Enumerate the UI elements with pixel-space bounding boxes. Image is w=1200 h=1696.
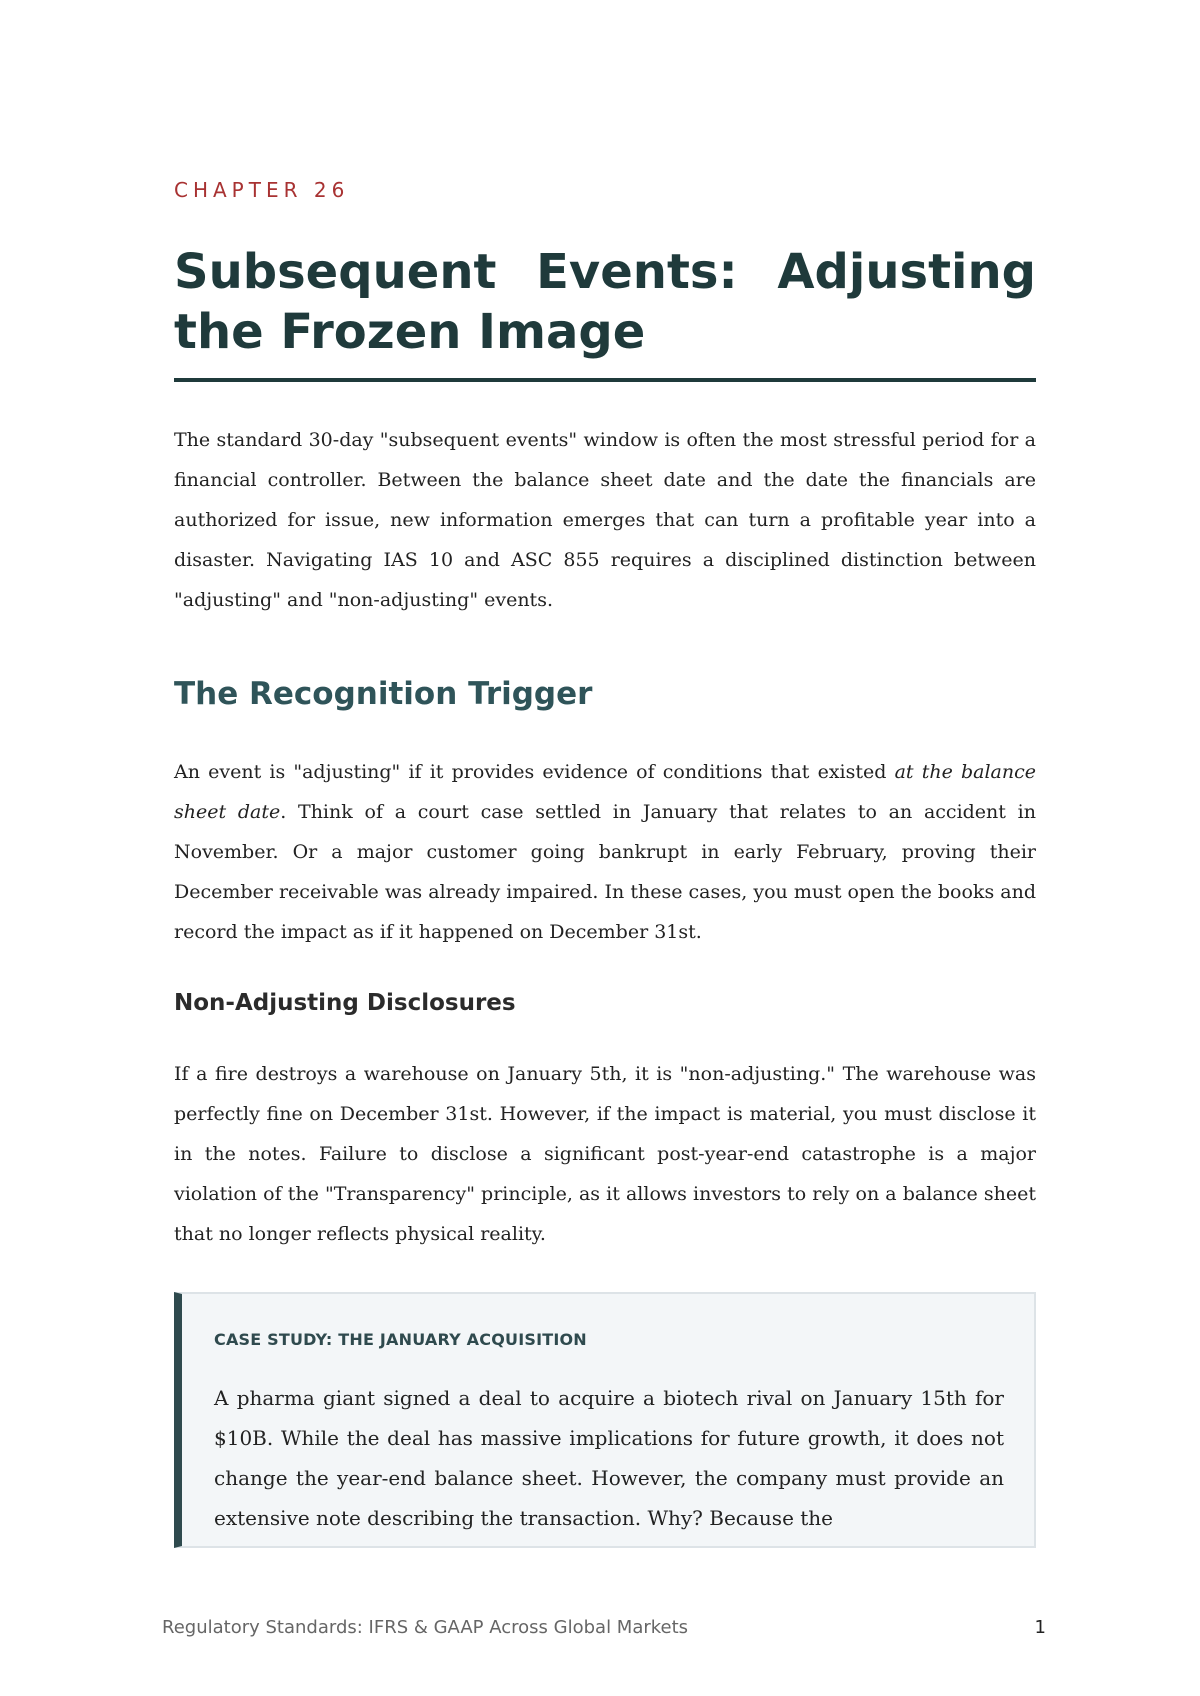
- recognition-text-after: . Think of a court case settled in January that relates to an accident in November. Or a major customer going bankrupt in early February, proving their December receivable was already impaired. In these cases, you must open the books and record the impact as if it happened on December 31st.: [174, 801, 1036, 943]
- recognition-heading: The Recognition Trigger: [174, 676, 593, 712]
- title-divider: [174, 378, 1036, 382]
- recognition-paragraph: [174, 752, 1036, 952]
- non-adjusting-heading: Non-Adjusting Disclosures: [174, 990, 516, 1016]
- footer-page-number: 1: [1034, 1617, 1046, 1638]
- non-adjusting-paragraph: If a fire destroys a warehouse on January 5th, it is "non-adjusting." The warehouse was perfectly fine on December 31st. However, if the impact is material, you must disclose it in the notes. Failure to disclose a significant post-year-end catastrophe is a major violation of the "Transparency" principle, as it allows investors to rely on a balance sheet that no longer reflects physical reality.: [174, 1063, 1036, 1245]
- case-study-box: [174, 1292, 1036, 1548]
- chapter-label: CHAPTER 26: [174, 178, 350, 202]
- case-study-text: A pharma giant signed a deal to acquire a biotech rival on January 15th for $10B. While the deal has massive implications for future growth, it does not change the year-end balance sheet. However, the company must provide an extensive note describing the transaction. Why? Because the: [214, 1386, 1004, 1530]
- case-study-title: CASE STUDY: THE JANUARY ACQUISITION: [214, 1330, 587, 1349]
- page-footer: [162, 1617, 1052, 1638]
- footer-book-title: Regulatory Standards: IFRS & GAAP Across Global Markets: [162, 1617, 689, 1638]
- chapter-title: Subsequent Events: Adjusting the Frozen Image: [174, 244, 1036, 360]
- recognition-text-before: An event is "adjusting" if it provides evidence of conditions that existed: [174, 761, 895, 783]
- recognition-emphasis: at the balance sheet date: [174, 761, 1036, 823]
- intro-paragraph: The standard 30-day "subsequent events" window is often the most stressful period for a financial controller. Between the balance sheet date and the date the financials are authorized for issue, new information emerges that can turn a profitable year into a disaster. Navigating IAS 10 and ASC 855 requires a disciplined distinction between "adjusting" and "non-adjusting" events.: [174, 429, 1036, 611]
